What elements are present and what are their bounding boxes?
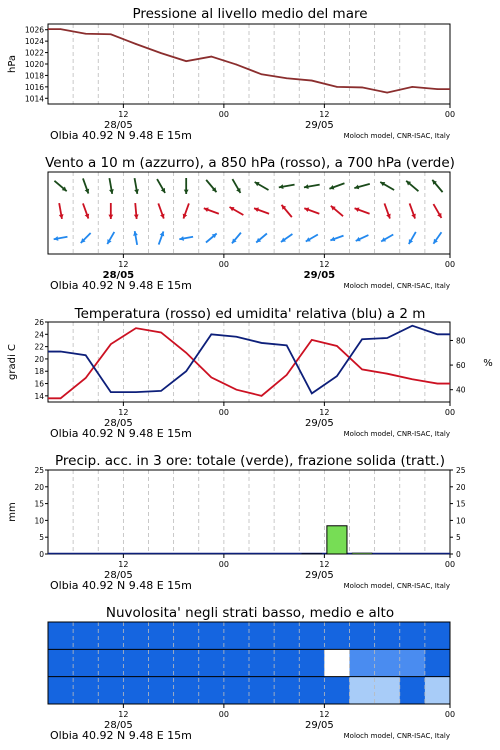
wind-arrow — [329, 183, 344, 189]
wind-arrow — [157, 179, 165, 193]
y-tick-label: 1016 — [24, 82, 44, 92]
y2-tick-label: 20 — [456, 482, 466, 492]
wind-arrow — [330, 236, 343, 242]
x-tick-label: 12 — [319, 260, 330, 269]
y2-tick-label: 5 — [456, 533, 461, 543]
y-axis-label: gradi C — [7, 344, 18, 380]
cloud-cell — [73, 622, 98, 650]
wind-arrow — [159, 231, 165, 244]
wind-arrow — [409, 232, 416, 244]
y-tick-label: 16 — [34, 379, 44, 389]
y-axis-label-group — [7, 502, 18, 521]
wind-arrow — [304, 184, 320, 189]
x-tick-label: 00 — [218, 408, 229, 417]
y2-tick-label: 40 — [456, 385, 466, 395]
cloud-cell — [425, 649, 450, 677]
y-tick-label: 26 — [34, 318, 44, 327]
cloud-cell — [73, 677, 98, 705]
wind-head — [184, 190, 189, 194]
x-tick-label: 12 — [319, 408, 330, 417]
cloud-cell — [199, 622, 224, 650]
chart-title: Precip. acc. in 3 ore: totale (verde), frazione solida (tratt.) — [55, 453, 445, 469]
y2-tick-label: 60 — [456, 361, 466, 371]
wind-arrow — [83, 178, 89, 193]
pressure-point — [135, 43, 137, 45]
wind-arrow — [432, 180, 442, 192]
x-tick-label: 12 — [118, 560, 129, 569]
cloud-cell — [149, 649, 174, 677]
x-date-label: 29/05 — [304, 570, 334, 581]
y-tick-label: 15 — [34, 499, 44, 509]
wind-arrow — [81, 233, 91, 243]
pressure-point — [185, 60, 187, 62]
y-tick-label: 14 — [34, 391, 44, 401]
y-axis-label: mm — [7, 502, 18, 522]
wind-arrow — [109, 178, 114, 194]
wind-arrow — [184, 178, 189, 194]
cloud-cell — [174, 622, 199, 650]
x-date-label: 28/05 — [103, 120, 133, 131]
cloud-cell — [224, 622, 249, 650]
x-date-label: 29/05 — [304, 418, 334, 429]
cloud-cell — [249, 649, 274, 677]
cloud-cell — [400, 677, 425, 705]
x-tick-label: 00 — [218, 110, 229, 119]
x-tick-label: 12 — [118, 710, 129, 719]
pressure-point — [60, 28, 62, 30]
wind-arrow — [108, 203, 113, 219]
pressure-point — [386, 92, 388, 94]
x-tick-label: 12 — [319, 110, 330, 119]
cloud-cell — [324, 677, 349, 705]
x-date-label: 28/05 — [102, 270, 135, 281]
wind-arrow — [384, 203, 390, 218]
precip-bar — [352, 553, 372, 554]
chart-title: Temperatura (rosso) ed umidita' relativa (blu) a 2 m — [74, 306, 426, 322]
cloud-cell — [274, 677, 299, 705]
wind-arrow — [433, 232, 441, 243]
cloud-cell — [425, 622, 450, 650]
y2-tick-label: 15 — [456, 499, 466, 509]
wind-arrow — [133, 231, 138, 245]
cloud-cell — [224, 677, 249, 705]
wind-arrow — [54, 181, 66, 191]
x-tick-label: 00 — [444, 260, 456, 269]
x-date-label: 29/05 — [303, 270, 336, 281]
wind-arrow — [331, 206, 343, 216]
wind-arrow — [256, 234, 267, 243]
cloud-cell — [48, 622, 73, 650]
precip-bar — [327, 526, 347, 554]
wind-arrow — [433, 204, 441, 218]
cloud-cell — [350, 649, 375, 677]
y-tick-label: 5 — [39, 533, 44, 543]
wind-chart — [45, 155, 455, 292]
x-date-label: 28/05 — [103, 418, 133, 429]
station-label: Olbia 40.92 N 9.48 E 15m — [50, 729, 192, 742]
pressure-point — [286, 77, 288, 79]
cloud-cell — [299, 622, 324, 650]
wind-arrow — [206, 234, 217, 243]
pressure-point — [236, 64, 238, 66]
wind-head — [134, 214, 139, 219]
pressure-point — [437, 88, 439, 90]
cloud-cell — [123, 649, 148, 677]
station-label: Olbia 40.92 N 9.48 E 15m — [50, 579, 192, 592]
wind-arrow — [355, 208, 370, 214]
cloud-cell — [98, 649, 123, 677]
precip-chart — [7, 453, 466, 592]
cloud-cell — [123, 677, 148, 705]
wind-arrow — [158, 203, 164, 218]
y2-tick-label: 80 — [456, 336, 466, 346]
y2-tick-label: 0 — [456, 550, 461, 559]
wind-arrow — [304, 208, 319, 214]
x-tick-label: 12 — [118, 408, 129, 417]
pressure-point — [261, 73, 263, 75]
wind-arrow — [134, 203, 139, 219]
cloud-cell — [224, 649, 249, 677]
x-date-label: 28/05 — [103, 720, 133, 731]
wind-arrow — [406, 181, 418, 191]
wind-arrow — [230, 207, 244, 215]
pressure-chart — [7, 6, 455, 142]
model-credit: Moloch model, CNR-ISAC, Italy — [343, 282, 450, 290]
y-tick-label: 18 — [34, 367, 44, 377]
wind-arrow — [179, 236, 193, 241]
y-tick-label: 25 — [34, 466, 44, 475]
cloud-cell — [400, 622, 425, 650]
y-tick-label: 20 — [34, 482, 44, 492]
y-tick-label: 10 — [34, 516, 44, 526]
cloud-cell — [350, 622, 375, 650]
y-tick-label: 1024 — [24, 37, 44, 47]
y-axis-label-group — [7, 344, 18, 380]
y-tick-label: 1020 — [24, 60, 44, 69]
wind-arrow — [254, 208, 269, 214]
cloud-cell — [199, 649, 224, 677]
cloud-cell — [48, 649, 73, 677]
y2-axis-label: % — [483, 358, 493, 369]
cloud-cell — [199, 677, 224, 705]
x-tick-label: 00 — [444, 560, 456, 569]
cloud-cell — [299, 677, 324, 705]
cloud-chart — [48, 605, 455, 742]
x-date-label: 29/05 — [304, 120, 334, 131]
x-tick-label: 12 — [319, 710, 330, 719]
y-tick-label: 1018 — [24, 71, 44, 81]
y2-tick-label: 25 — [456, 466, 466, 475]
cloud-cell — [149, 622, 174, 650]
y-tick-label: 1014 — [24, 94, 44, 104]
wind-arrow — [206, 180, 216, 192]
cloud-cell — [274, 622, 299, 650]
y-tick-label: 22 — [34, 342, 44, 352]
cloud-cell — [249, 677, 274, 705]
x-tick-label: 00 — [444, 110, 456, 119]
pressure-point — [361, 87, 363, 89]
cloud-cell — [274, 649, 299, 677]
wind-arrow — [410, 203, 416, 218]
cloud-cell — [123, 622, 148, 650]
pressure-point — [110, 33, 112, 35]
wind-arrow — [232, 233, 241, 244]
chart-title: Nuvolosita' negli strati basso, medio e alto — [105, 605, 395, 621]
pressure-point — [311, 80, 313, 82]
y-tick-label: 0 — [39, 550, 44, 559]
x-tick-label: 12 — [118, 260, 129, 269]
cloud-cell — [249, 622, 274, 650]
model-credit: Moloch model, CNR-ISAC, Italy — [343, 582, 450, 590]
wind-arrow — [54, 236, 68, 241]
station-label: Olbia 40.92 N 9.48 E 15m — [50, 427, 192, 440]
pressure-point — [336, 86, 338, 88]
y-axis-label: hPa — [7, 54, 18, 74]
model-credit: Moloch model, CNR-ISAC, Italy — [343, 732, 450, 740]
cloud-cell — [400, 649, 425, 677]
x-tick-label: 12 — [118, 110, 129, 119]
temp-rh-chart — [7, 306, 493, 440]
cloud-cell — [375, 649, 400, 677]
pressure-point — [160, 52, 162, 54]
wind-arrow — [380, 182, 394, 190]
x-tick-label: 12 — [319, 560, 330, 569]
wind-arrow — [232, 179, 240, 193]
y-tick-label: 20 — [34, 354, 44, 364]
wind-arrow — [255, 182, 269, 190]
y-axis-label-group — [7, 55, 18, 73]
cloud-cell — [98, 677, 123, 705]
chart-title: Vento a 10 m (azzurro), a 850 hPa (rosso), a 700 hPa (verde) — [45, 155, 455, 171]
y2-tick-label: 10 — [456, 516, 466, 526]
wind-arrow — [282, 205, 292, 217]
cloud-cell — [375, 622, 400, 650]
cloud-cell — [98, 622, 123, 650]
wind-arrow — [356, 235, 369, 241]
cloud-cell — [324, 649, 349, 677]
cloud-cell — [174, 677, 199, 705]
cloud-cell — [350, 677, 375, 705]
pressure-point — [412, 86, 414, 88]
wind-arrow — [134, 178, 139, 194]
wind-arrow — [281, 234, 292, 242]
wind-arrow — [279, 184, 295, 189]
pressure-point — [85, 33, 87, 35]
x-tick-label: 00 — [218, 260, 229, 269]
chart-title: Pressione al livello medio del mare — [132, 6, 368, 22]
wind-head — [108, 215, 113, 219]
cloud-cell — [324, 622, 349, 650]
y-tick-label: 24 — [34, 330, 44, 340]
cloud-cell — [425, 677, 450, 705]
x-date-label: 29/05 — [304, 720, 334, 731]
wind-arrow — [306, 235, 318, 242]
cloud-cell — [73, 649, 98, 677]
x-tick-label: 00 — [218, 560, 229, 569]
wind-arrow — [83, 203, 89, 218]
pressure-point — [211, 56, 213, 58]
wind-arrow — [354, 184, 369, 189]
y-tick-label: 1022 — [24, 48, 44, 58]
x-tick-label: 00 — [444, 710, 456, 719]
cloud-cell — [299, 649, 324, 677]
cloud-cell — [149, 677, 174, 705]
wind-arrow — [107, 232, 114, 244]
cloud-cell — [174, 649, 199, 677]
wind-arrow — [204, 208, 219, 214]
cloud-cell — [48, 677, 73, 705]
wind-arrow — [381, 235, 393, 242]
x-tick-label: 00 — [444, 408, 456, 417]
x-date-label: 28/05 — [103, 570, 133, 581]
station-label: Olbia 40.92 N 9.48 E 15m — [50, 129, 192, 142]
y-tick-label: 1026 — [24, 25, 44, 35]
wind-arrow — [183, 203, 189, 218]
station-label: Olbia 40.92 N 9.48 E 15m — [50, 279, 192, 292]
cloud-cell — [375, 677, 400, 705]
wind-arrow — [59, 203, 64, 219]
model-credit: Moloch model, CNR-ISAC, Italy — [343, 430, 450, 438]
model-credit: Moloch model, CNR-ISAC, Italy — [343, 132, 450, 140]
x-tick-label: 00 — [218, 710, 229, 719]
